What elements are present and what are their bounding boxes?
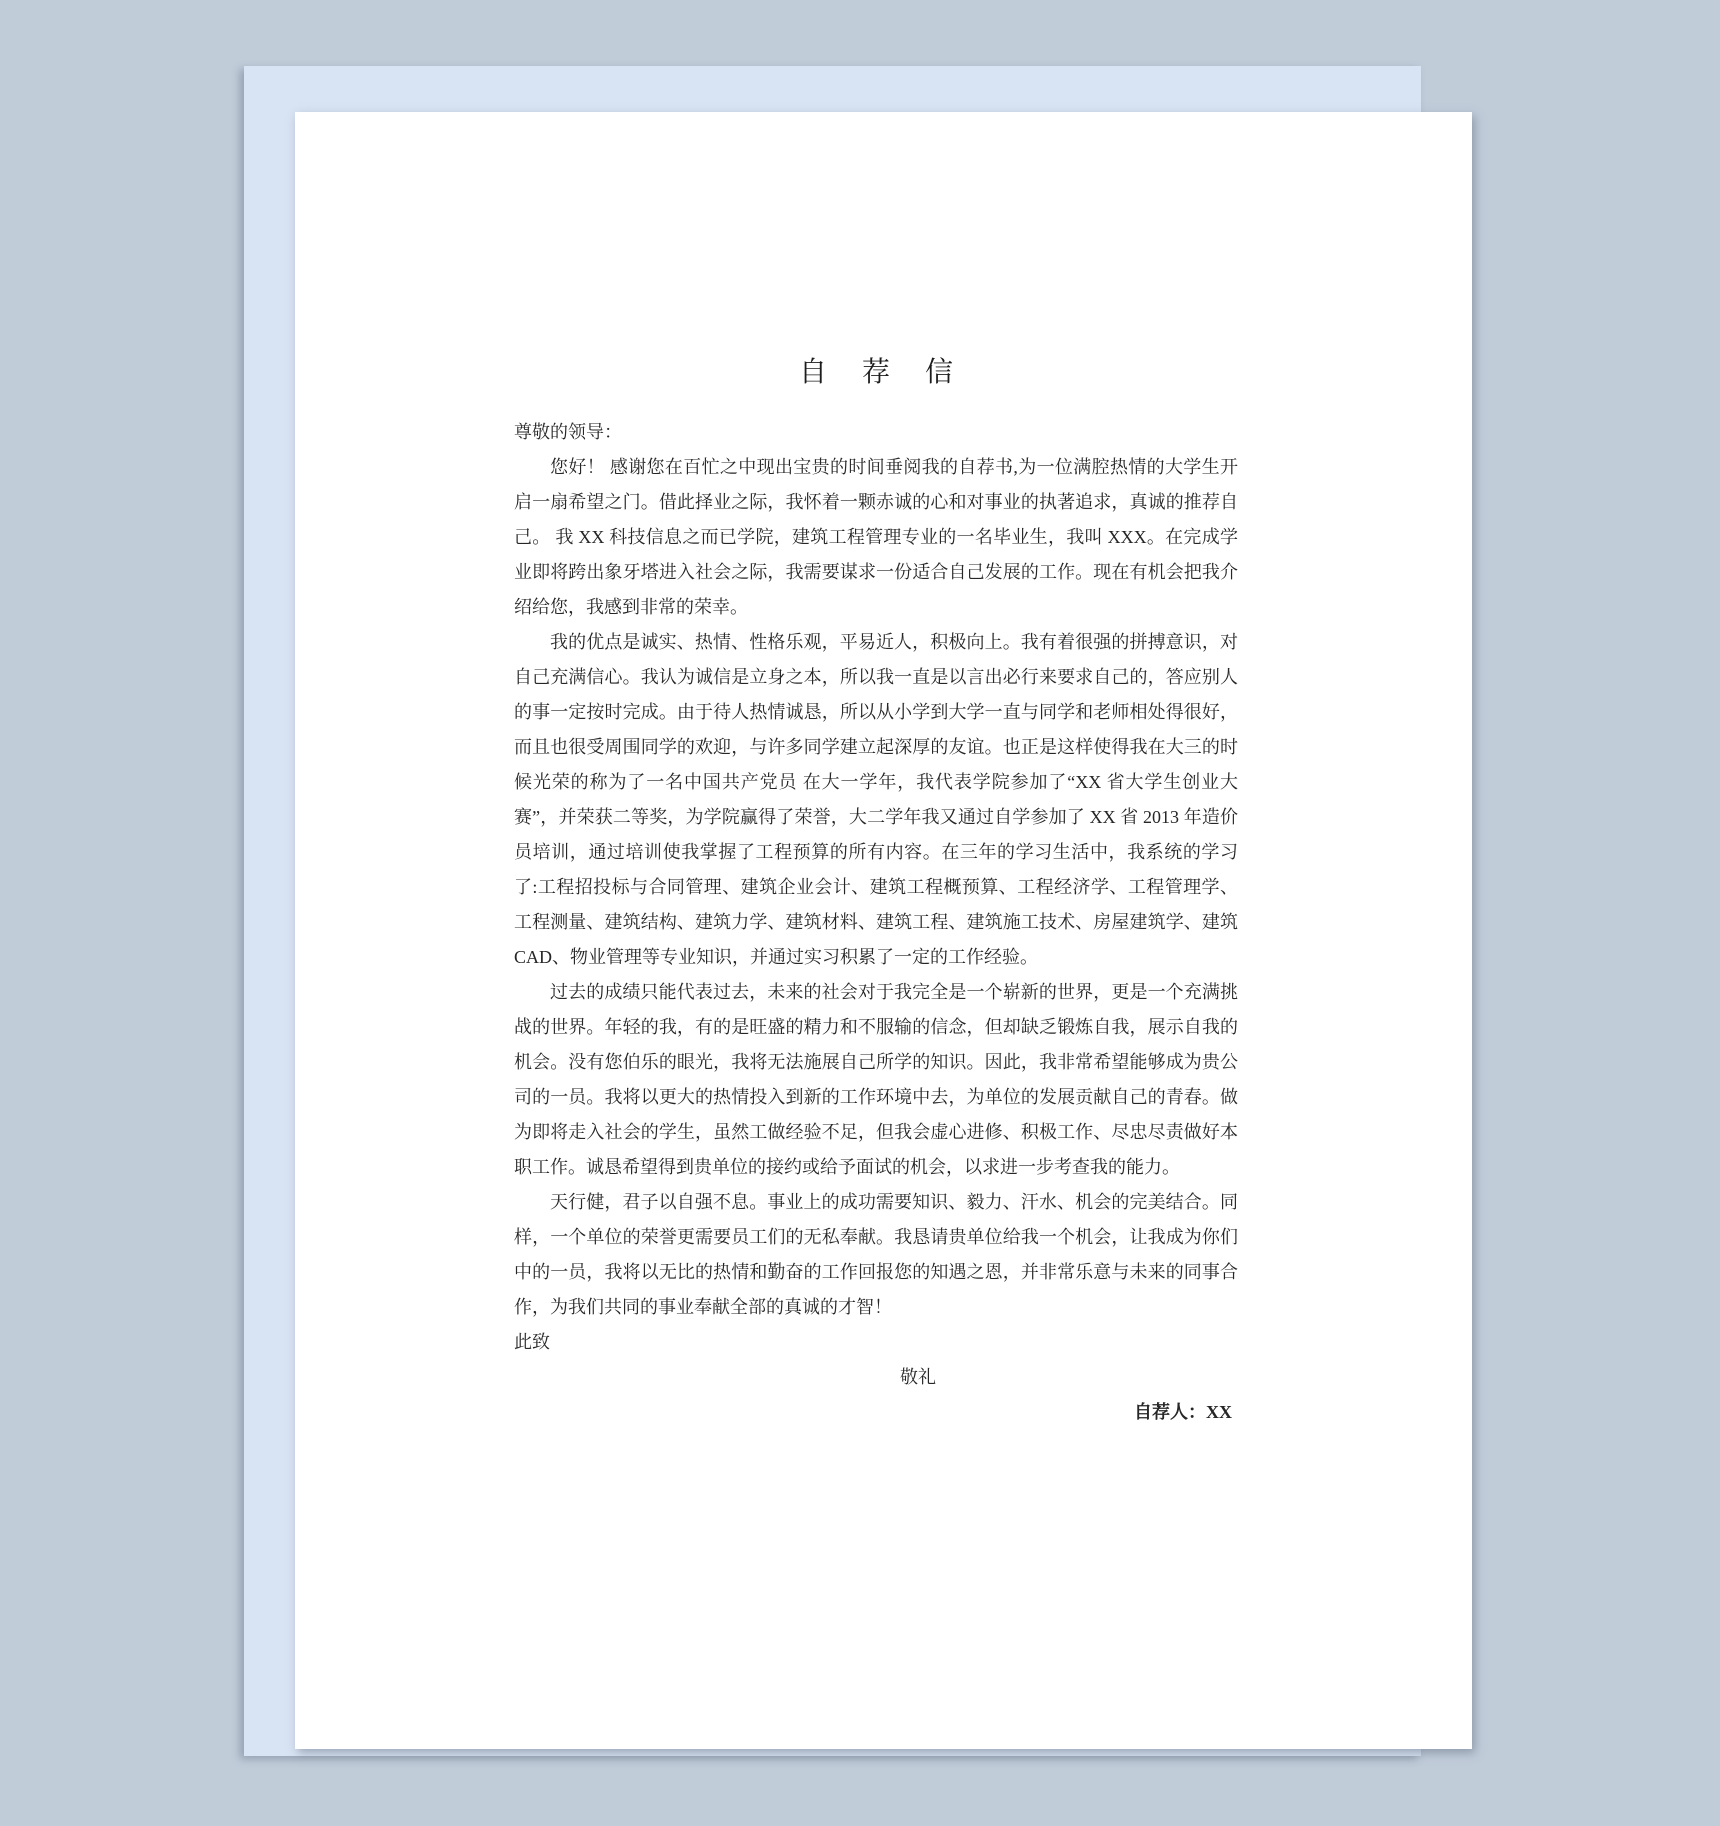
letter-paragraph-appeal: 天行健，君子以自强不息。事业上的成功需要知识、毅力、汗水、机会的完美结合。同样，一个单位的荣誉更需要员工们的无私奉献。我恳请贵单位给我一个机会，让我成为你们中的一员，我将以无比的热情和勤奋的工作回报您的知遇之恩，并非常乐意与未来的同事合作，为我们共同的事业奉献全部的真诚的才智！ [514,1192,1238,1317]
letter-title: 自 荐 信 [798,357,967,388]
letter-paragraph-outlook: 过去的成绩只能代表过去，未来的社会对于我完全是一个崭新的世界，更是一个充满挑战的世界。年轻的我，有的是旺盛的精力和不服输的信念，但却缺乏锻炼自我，展示自我的机会。没有您伯乐的眼光，我将无法施展自己所学的知识。因此，我非常希望能够成为贵公司的一员。我将以更大的热情投入到新的工作环境中去，为单位的发展贡献自己的青春。做为即将走入社会的学生，虽然工做经验不足，但我会虚心进修、积极工作、尽忠尽责做好本职工作。诚恳希望得到贵单位的接约或给予面试的机会，以求进一步考查我的能力。 [514,982,1238,1177]
letter-salutation: 尊敬的领导： [514,422,622,442]
letter-content [514,112,1238,1430]
letter-signature: 自荐人：XX [1134,1402,1232,1422]
letter-paragraph-intro: 您好！ 感谢您在百忙之中现出宝贵的时间垂阅我的自荐书,为一位满腔热情的大学生开启一扇希望之门。借此择业之际，我怀着一颗赤诚的心和对事业的执著追求，真诚的推荐自己。 我 XX 科技信息之而已学院，建筑工程管理专业的一名毕业生，我叫 XXX。在完成学业即将跨出象牙塔进入社会之际，我需要谋求一份适合自己发展的工作。现在有机会把我介绍给您，我感到非常的荣幸。 [514,457,1238,617]
letter-closing-cizhi: 此致 [514,1332,550,1352]
letter-closing-jingli: 敬礼 [900,1367,936,1387]
letter-paragraph-strengths: 我的优点是诚实、热情、性格乐观，平易近人，积极向上。我有着很强的拼搏意识，对自己充满信心。我认为诚信是立身之本，所以我一直是以言出必行来要求自己的，答应别人的事一定按时完成。由于待人热情诚恳，所以从小学到大学一直与同学和老师相处得很好，而且也很受周围同学的欢迎，与许多同学建立起深厚的友谊。也正是这样使得我在大三的时候光荣的称为了一名中国共产党员 在大一学年，我代表学院参加了“XX 省大学生创业大赛”，并荣获二等奖，为学院赢得了荣誉，大二学年我又通过自学参加了 XX 省 2013 年造价员培训，通过培训使我掌握了工程预算的所有内容。在三年的学习生活中，我系统的学习了:工程招投标与合同管理、建筑企业会计、建筑工程概预算、工程经济学、工程管理学、工程测量、建筑结构、建筑力学、建筑材料、建筑工程、建筑施工技术、房屋建筑学、建筑 CAD、物业管理等专业知识，并通过实习积累了一定的工作经验。 [514,632,1238,967]
letter-page [295,112,1472,1749]
